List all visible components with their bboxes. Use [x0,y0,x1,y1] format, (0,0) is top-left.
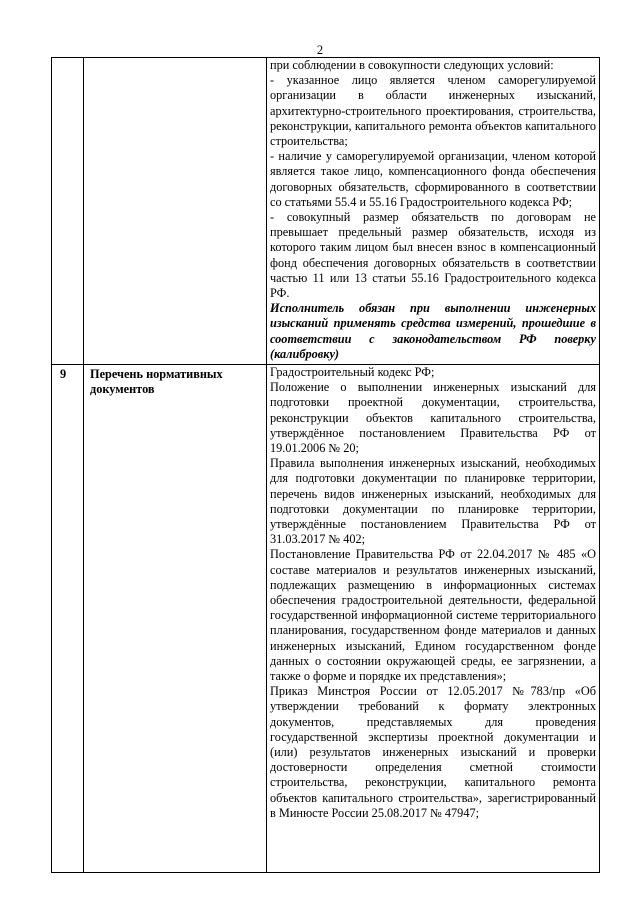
row-number [52,58,84,365]
paragraph: - наличие у саморегулируемой организации, членом которой является такое лицо, компенсационного фонда обеспечения договорных обязательств, сформированного в соответствии со статьями 55.4 и 55.16 Градостроительного кодекса РФ; [270,149,596,209]
paragraph: - указанное лицо является членом саморегулируемой организации в области инженерных изысканий, архитектурно-строительного проектирования, строительства, реконструкции, капитального ремонта объектов капитального строительства; [270,73,596,149]
paragraph: Правила выполнения инженерных изысканий, необходимых для подготовки документации по планировке территории, перечень видов инженерных изысканий, необходимых для подготовки документации по планировке территории, утверждённые постановлением Правительства РФ от 31.03.2017 № 402; [270,456,596,547]
paragraph: Приказ Минстроя России от 12.05.2017 №783/пр «Об утверждении требований к формату электронных документов, представляемых для проведения государственной экспертизы проектной документации и (или) результатов инженерных изысканий и проверки достоверности определения сметной стоимости строительства, реконструкции, капитального ремонта объектов капитального строительства», зарегистрированный в Минюсте России 25.08.2017 № 47947; [270,684,596,820]
paragraph: Постановление Правительства РФ от 22.04.2017 № 485 «О составе материалов и результатов инженерных изысканий, подлежащих размещению в информационных системах обеспечения градостроительной деятельности, федеральной государственной информационной системе территориального планирования, государственном фонде материалов и данных инженерных изысканий, Едином государственном фонде данных о состоянии окружающей среды, ее загрязнении, а также о форме и порядке их представления»; [270,547,596,684]
requirements-table [51,57,600,873]
table-row [52,58,600,365]
paragraph: Положение о выполнении инженерных изысканий для подготовки проектной документации, строительства, реконструкции объектов капитального строительства, утверждённое постановлением Правительства РФ от 19.01.2006 № 20; [270,380,596,456]
row-label: Перечень нормативных документов [84,365,267,873]
paragraph: - совокупный размер обязательств по договорам не превышает предельный размер обязательств, исходя из которого таким лицом был внесен взнос в компенсационный фонд обеспечения договорных обязательств в соответствии частью 11 или 13 статьи 55.16 Градостроительного кодекса РФ. [270,210,596,301]
row-content [267,365,600,873]
paragraph: при соблюдении в совокупности следующих условий: [270,58,554,72]
row-label [84,58,267,365]
row-content [267,58,600,365]
page-number: 2 [316,43,324,57]
paragraph: Градостроительный кодекс РФ; [270,365,435,379]
emphasis-paragraph: Исполнитель обязан при выполнении инженерных изысканий применять средства измерений, прошедшие в соответствии с законодательством РФ поверку (калибровку) [270,301,596,361]
table-row [52,365,600,873]
row-number: 9 [52,365,84,873]
